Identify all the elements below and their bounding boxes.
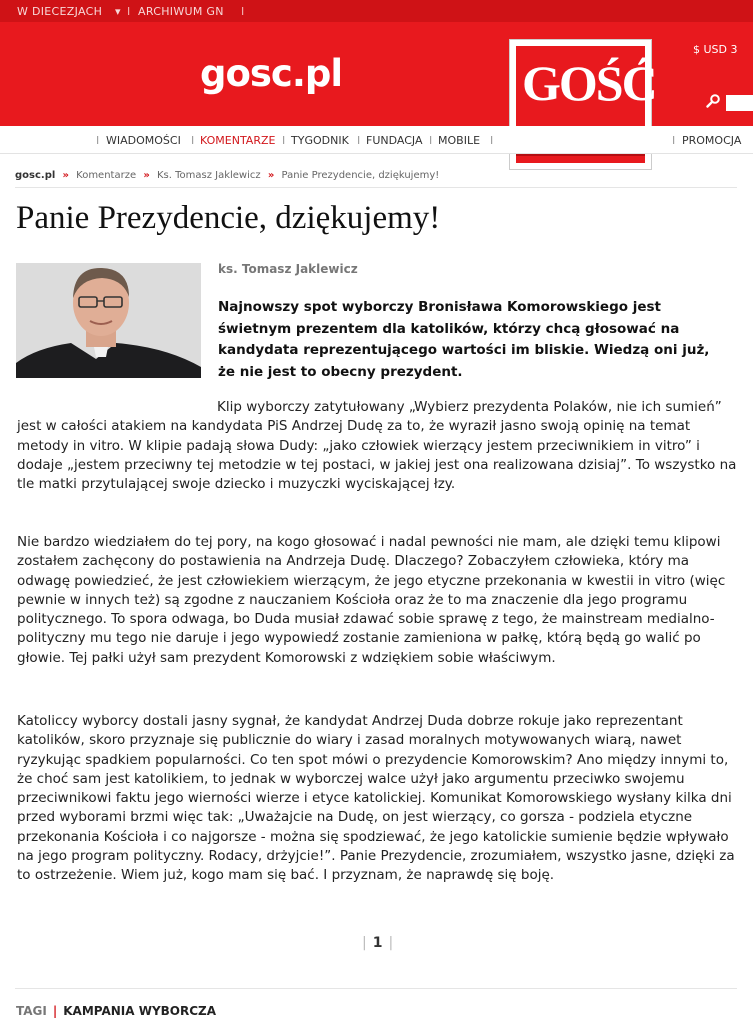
tags-label: TAGI xyxy=(16,1004,47,1018)
nav-separator: I xyxy=(357,134,361,147)
article-lead: Najnowszy spot wyborczy Bronisława Komorowskiego jest świetnym prezentem dla katolików, którzy chcą głosować na kandydata reprezentującego wartości im bliskie. Wiedzą oni już, że nie jest to obecny prezydent. xyxy=(218,299,710,380)
author-name[interactable]: ks. Tomasz Jaklewicz xyxy=(218,262,358,276)
divider xyxy=(15,187,737,188)
main-nav xyxy=(0,126,753,154)
site-logo[interactable]: gosc.pl xyxy=(200,52,343,95)
breadcrumb-item[interactable]: Ks. Tomasz Jaklewicz xyxy=(156,170,261,181)
tag-link[interactable]: KAMPANIA WYBORCZA xyxy=(63,1004,217,1018)
breadcrumb-home[interactable]: gosc.pl xyxy=(15,170,56,181)
site-header xyxy=(0,22,753,126)
tags-section xyxy=(16,1004,216,1018)
breadcrumb-arrow: » xyxy=(62,170,69,181)
nav-separator: I xyxy=(282,134,286,147)
nav-item-wiadomosci[interactable]: WIADOMOŚCI xyxy=(106,134,181,147)
tags-separator: | xyxy=(52,1004,58,1018)
currency-rate: $ USD 3 xyxy=(693,43,738,56)
article-paragraph: Katoliccy wyborcy dostali jasny sygnał, że kandydat Andrzej Duda dobrze rokuje jako reprezentant katolików, skoro przyznaje się publicznie do wiary i zasad moralnych motywowanych wiarą, nawet ryzykując spadkiem popularności. Co ten spot mówi o prezydencie Komorowskim? Ano między innymi to, że choć sam jest katolikiem, to jednak w wyborczej walce użył jako argumentu przeciwko swojemu przeciwnikowi faktu jego wierności wierze i etyce katolickiej. Komunikat Komorowskiego wysłany kilka dni przed wyborami brzmi więc tak: „Uważajcie na Dudę, on jest wierzący, co gorsza - podziela etyczne przekonania Kościoła i co najgorsze - można się spodziewać, że jego katolickie sumienie będzie wpływało na jego program polityczny. Rodacy, drżyjcie!”. Panie Prezydencie, zrozumiałem, wszystko jasne, dzięki za to ostrzeżenie. Wiem już, kogo mam się bać. I przyznam, że naprawdę się boję. xyxy=(17,713,735,884)
search-input[interactable] xyxy=(726,95,753,111)
separator: I xyxy=(127,5,131,18)
search-icon[interactable] xyxy=(706,94,720,108)
nav-item-tygodnik[interactable]: TYGODNIK xyxy=(291,134,349,147)
pagination-separator: | xyxy=(362,935,367,951)
pagination-separator: | xyxy=(388,935,394,951)
nav-item-promocja[interactable]: PROMOCJA xyxy=(682,134,742,147)
article-paragraph: Nie bardzo wiedziałem do tej pory, na kogo głosować i nadal pewności nie mam, ale dzięki temu klipowi zostałem zachęcony do postawienia na Andrzeja Dudę. Dlaczego? Zobaczyłem człowieka, który ma odwagę powiedzieć, że jest człowiekiem wierzącym, że jego etyczne przekonania w kwestii in vitro (więc pewnie w innych też) są zgodne z nauczaniem Kościoła oraz że to ma znaczenie dla jego programu politycznego. To spora odwaga, bo Duda musiał zdawać sobie sprawę z tego, że mainstream medialno-polityczny mu tego nie daruje i jego wypowiedź zostanie zamieniona w pałkę, którą będą go walić po głowie. Tej pałki użył sam prezydent Komorowski z wdziękiem sobie właściwym. xyxy=(17,534,726,666)
page-title: Panie Prezydencie, dziękujemy! xyxy=(16,200,441,236)
pagination xyxy=(356,935,399,951)
nav-item-fundacja[interactable]: FUNDACJA xyxy=(366,134,423,147)
page-number-current[interactable]: 1 xyxy=(372,935,383,951)
breadcrumb-arrow: » xyxy=(267,170,275,181)
nav-separator: I xyxy=(191,134,195,147)
breadcrumb-item[interactable]: Komentarze xyxy=(76,170,137,181)
breadcrumb-arrow: » xyxy=(143,170,150,181)
nav-item-komentarze[interactable]: KOMENTARZE xyxy=(200,134,276,147)
breadcrumb-current: Panie Prezydencie, dziękujemy! xyxy=(281,170,440,181)
dioceses-link[interactable]: W DIECEZJACH xyxy=(17,5,103,18)
top-strip xyxy=(0,0,753,22)
breadcrumb xyxy=(15,170,443,181)
nav-separator: I xyxy=(429,134,433,147)
separator: I xyxy=(241,5,245,18)
nav-separator: I xyxy=(96,134,100,147)
nav-separator: I xyxy=(672,134,676,147)
article-paragraph: Klip wyborczy zatytułowany „Wybierz prezydenta Polaków, nie ich sumień” jest w całości atakiem na kandydata PiS Andrzej Dudę za to, że wyraził jasno swoją opinię na temat metody in vitro. W klipie padają słowa Dudy: „jako człowiek wierzący jestem przeciwnikiem in vitro” i dodaje „jestem przeciwny tej metodzie w tej postaci, w jakiej jest ona realizowana dzisiaj”. To wszystko na tle matki przytulającej swoje dziecko i muzyczki wyciskającej łzy. xyxy=(17,399,737,493)
chevron-down-icon[interactable]: ▾ xyxy=(115,5,121,18)
brand-word: GOŚĆ xyxy=(522,55,656,111)
author-photo xyxy=(16,263,201,378)
nav-separator: I xyxy=(490,134,494,147)
archive-link[interactable]: ARCHIWUM GN xyxy=(138,5,224,18)
nav-item-mobile[interactable]: MOBILE xyxy=(438,134,481,147)
divider xyxy=(15,988,737,989)
